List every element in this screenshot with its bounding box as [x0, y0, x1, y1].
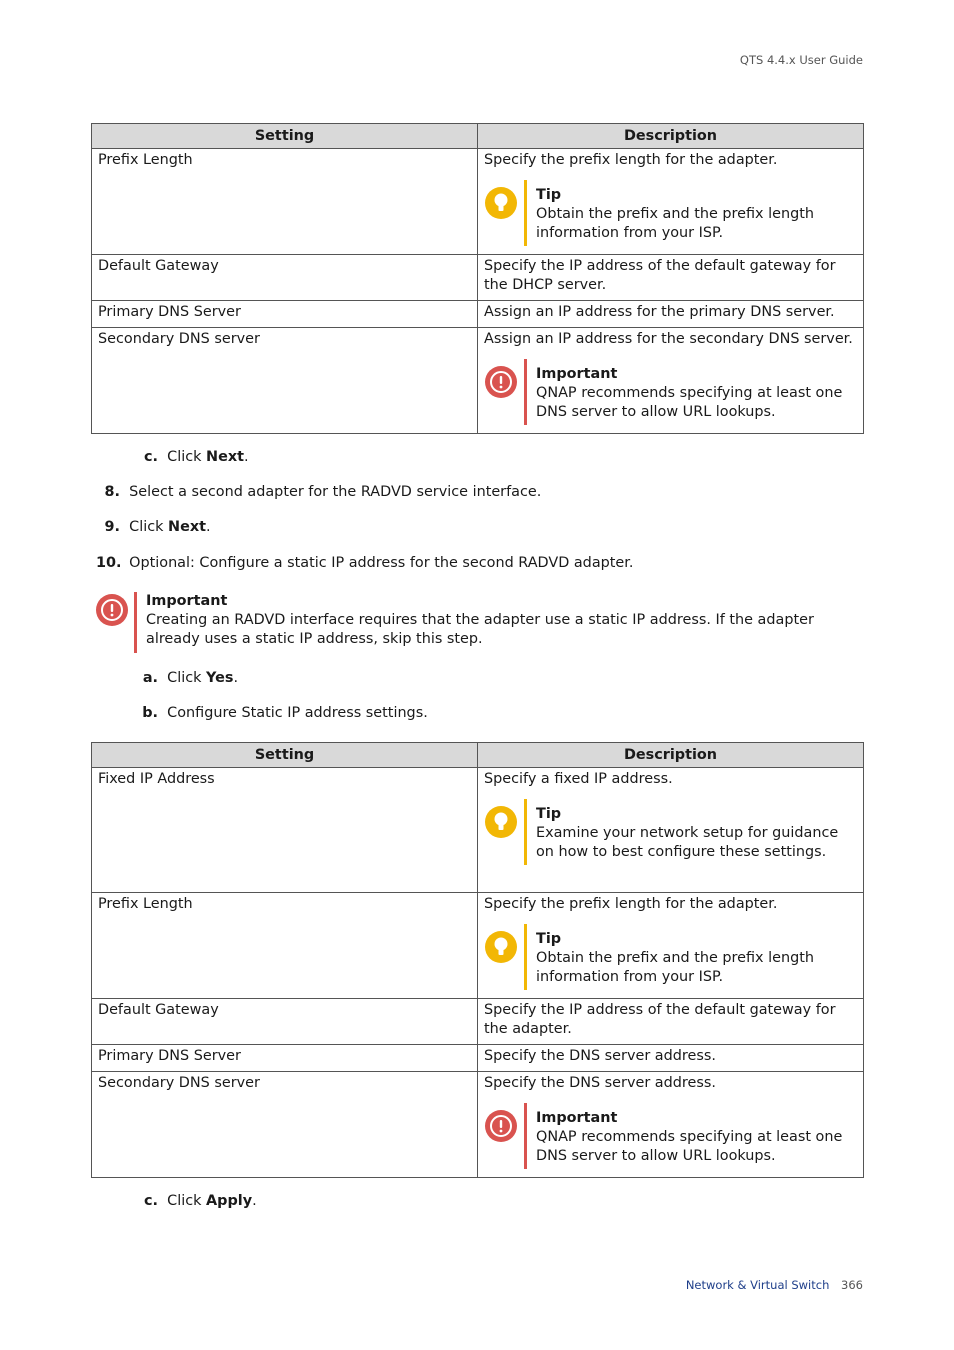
setting-cell: Prefix Length — [92, 149, 478, 255]
description-cell: Specify the IP address of the default gateway for the DHCP server. — [478, 255, 864, 301]
note-title: Tip — [536, 931, 562, 947]
column-header-description: Description — [478, 124, 864, 149]
step-suffix: . — [252, 1193, 257, 1209]
note-text: Examine your network setup for guidance on how to best configure these settings. — [536, 825, 839, 860]
step-8 — [96, 483, 541, 502]
note-text: Obtain the prefix and the prefix length information from your ISP. — [536, 950, 815, 985]
step-a-yes — [140, 669, 238, 688]
description-cell — [478, 328, 864, 434]
step-c-next — [140, 448, 249, 467]
step-marker: c. — [144, 1193, 158, 1209]
table-row — [92, 328, 864, 434]
column-header-setting: Setting — [92, 743, 478, 768]
setting-cell: Default Gateway — [92, 255, 478, 301]
settings-table-1 — [91, 123, 864, 434]
description-text: Specify the prefix length for the adapter. — [484, 152, 778, 168]
note-title: Important — [146, 593, 228, 609]
step-marker: c. — [144, 449, 158, 465]
step-text: Click — [129, 519, 169, 535]
tip-note — [484, 186, 857, 243]
step-suffix: . — [206, 519, 211, 535]
lightbulb-icon — [484, 186, 518, 220]
step-text: Optional: Configure a static IP address for the second RADVD adapter. — [129, 555, 634, 571]
step-10 — [96, 554, 633, 573]
table-row — [92, 1045, 864, 1072]
table-row — [92, 999, 864, 1045]
step-marker: 10. — [96, 555, 122, 571]
note-text: Creating an RADVD interface requires that the adapter use a static IP address. If the adapter already uses a static IP address, skip this step. — [146, 612, 814, 647]
column-header-setting: Setting — [92, 124, 478, 149]
step-text: Select a second adapter for the RADVD service interface. — [129, 484, 542, 500]
step-9 — [96, 518, 211, 537]
table-row — [92, 768, 864, 893]
column-header-description: Description — [478, 743, 864, 768]
setting-cell: Primary DNS Server — [92, 1045, 478, 1072]
step-text: Configure Static IP address settings. — [167, 705, 428, 721]
step-b-configure — [140, 704, 428, 723]
important-note — [95, 592, 866, 649]
note-title: Tip — [536, 187, 562, 203]
description-text: Specify a fixed IP address. — [484, 771, 673, 787]
setting-cell: Fixed IP Address — [92, 768, 478, 893]
step-suffix: . — [233, 670, 239, 686]
tip-bar — [524, 180, 527, 246]
step-bold: Next — [206, 449, 244, 465]
table-row — [92, 301, 864, 328]
note-text: Obtain the prefix and the prefix length information from your ISP. — [536, 206, 815, 241]
description-text: Specify the DNS server address. — [484, 1075, 716, 1091]
step-marker: 8. — [104, 484, 120, 500]
note-title: Important — [536, 366, 618, 382]
table-row — [92, 149, 864, 255]
table-header-row — [92, 124, 864, 149]
tip-bar — [524, 924, 527, 990]
table-row — [92, 1072, 864, 1178]
tip-note — [484, 930, 857, 987]
tip-note — [484, 805, 857, 862]
note-title: Important — [536, 1110, 618, 1126]
document-footer — [686, 1276, 863, 1295]
table-header-row — [92, 743, 864, 768]
step-text: Click — [167, 1193, 207, 1209]
description-cell — [478, 768, 864, 893]
note-text: QNAP recommends specifying at least one DNS server to allow URL lookups. — [536, 385, 843, 420]
step-c-apply — [140, 1192, 257, 1211]
description-text: Specify the prefix length for the adapter. — [484, 896, 778, 912]
exclamation-icon — [95, 593, 129, 627]
setting-cell: Prefix Length — [92, 893, 478, 999]
lightbulb-icon — [484, 930, 518, 964]
setting-cell: Default Gateway — [92, 999, 478, 1045]
step-marker: a. — [142, 670, 158, 686]
description-cell — [478, 1072, 864, 1178]
description-cell: Specify the IP address of the default gateway for the adapter. — [478, 999, 864, 1045]
description-cell: Assign an IP address for the primary DNS server. — [478, 301, 864, 328]
document-header: QTS 4.4.x User Guide — [739, 53, 863, 67]
step-suffix: . — [244, 449, 249, 465]
important-bar — [134, 592, 137, 653]
important-note — [484, 365, 857, 422]
tip-bar — [524, 799, 527, 865]
footer-section-link[interactable]: Network & Virtual Switch — [685, 1278, 830, 1292]
important-bar — [524, 359, 527, 425]
important-bar — [524, 1103, 527, 1169]
note-title: Tip — [536, 806, 562, 822]
step-marker: b. — [142, 705, 158, 721]
table-row — [92, 893, 864, 999]
setting-cell: Secondary DNS server — [92, 1072, 478, 1178]
step-text: Click — [167, 670, 207, 686]
exclamation-icon — [484, 1109, 518, 1143]
step-marker: 9. — [104, 519, 120, 535]
description-text: Assign an IP address for the secondary DNS server. — [484, 331, 853, 347]
settings-table-2 — [91, 742, 864, 1178]
step-bold: Next — [168, 519, 206, 535]
description-cell — [478, 149, 864, 255]
page-number: 366 — [841, 1278, 863, 1292]
step-text: Click — [167, 449, 207, 465]
description-cell: Specify the DNS server address. — [478, 1045, 864, 1072]
setting-cell: Secondary DNS server — [92, 328, 478, 434]
lightbulb-icon — [484, 805, 518, 839]
step-bold: Yes — [206, 670, 234, 686]
setting-cell: Primary DNS Server — [92, 301, 478, 328]
important-note — [484, 1109, 857, 1166]
table-row — [92, 255, 864, 301]
note-text: QNAP recommends specifying at least one DNS server to allow URL lookups. — [536, 1129, 843, 1164]
exclamation-icon — [484, 365, 518, 399]
description-cell — [478, 893, 864, 999]
step-bold: Apply — [206, 1193, 253, 1209]
